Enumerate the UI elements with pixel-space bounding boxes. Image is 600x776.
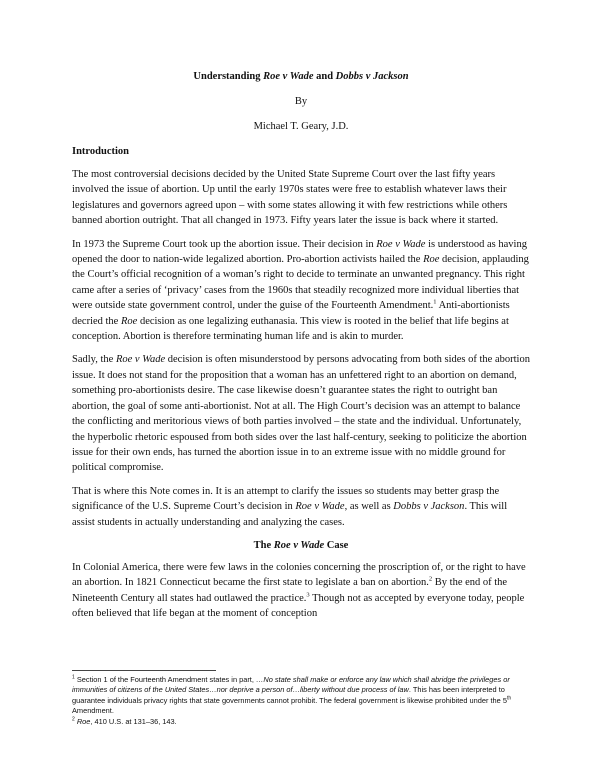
- title-case-dobbs: Dobbs v Jackson: [335, 71, 409, 82]
- title-text: Understanding: [193, 71, 264, 82]
- title-and: and: [313, 71, 336, 82]
- intro-paragraph-3: [72, 352, 530, 475]
- text-run: . This has been interpreted to guarantee individuals privacy rights that state governments cannot prohibit. The federal government is likewise prohibited under the 5: [72, 685, 507, 705]
- case-name: Roe v Wade: [295, 501, 345, 513]
- ordinal-suffix: th: [506, 695, 512, 702]
- text-run: In 1973 the Supreme Court took up the abortion issue. Their decision in: [72, 238, 377, 250]
- text-run: decision is often misunderstood by persons advocating from both sides of the abortion issue. It does not stand for the proposition that a woman has an unfettered right to an abortion on demand, something pro-abortionists desire. The case likewise doesn’t guarantee states the right to outright ban abortion, the goal of some anti-abortionist. Not at all. The High Court’s decision was an attempt to balance the conflicting and meritorious views of both parties involved – the state and the individual. Unfortunately, the hyperbolic rhetoric espoused from both sides over the last half-century, seeking to politicize the abortion issue for their own ends, has turned the abortion issue in to an extreme issue with no middle ground for political compromise.: [72, 354, 530, 474]
- footnote-quote: …No state shall make or enforce any law which shall abridge the privileges or immunities of citizens of the United States…nor deprive a person of…liberty without due process of law: [72, 675, 510, 695]
- heading-text: The: [253, 539, 274, 551]
- text-run: Amendment.: [72, 706, 114, 716]
- section-heading-introduction: Introduction: [72, 146, 129, 157]
- intro-paragraph-1: The most controversial decisions decided by the United State Supreme Court over the last fifty years involved the issue of abortion. Up until the early 1970s states were free to establish whatever laws their legislatures and governors agreed upon – with some states allowing it with few restrictions while others banned abortion outright. That all changed in 1973. Fifty years later the issue is back where it started.: [72, 169, 508, 227]
- case-name: Roe: [423, 254, 440, 266]
- intro-paragraph-4: [72, 484, 530, 530]
- footnote-ref-2: 2: [428, 575, 433, 583]
- text-run: By the end of the Nineteenth Century all states had outlawed the practice.: [72, 577, 508, 604]
- text-run: Sadly, the: [72, 354, 116, 366]
- text-run: Section 1 of the Fourteenth Amendment states in part,: [74, 675, 256, 684]
- case-name: Roe v Wade: [115, 354, 166, 366]
- footnote-separator: [72, 670, 216, 671]
- footnote-number: 1: [72, 674, 75, 681]
- footnotes: [72, 670, 530, 727]
- case-name: Roe: [76, 716, 91, 726]
- footnote-ref-3: 3: [306, 591, 310, 599]
- text-run: Though not as accepted by everyone today, people often believed that life began at the moment of conception: [72, 592, 525, 620]
- roe-paragraph-1: [72, 560, 530, 622]
- text-run: That is where this Note comes in. It is an attempt to clarify the issues so students may better grasp the significance of the U.S. Supreme Court’s decision in: [72, 485, 500, 513]
- footnote-2: [72, 717, 530, 727]
- text-run: , as well as: [344, 501, 394, 513]
- text-run: is understood as having opened the door to nation-wide legalized abortion. Pro-abortion activists hailed the: [72, 238, 527, 266]
- case-name: Dobbs v Jackson: [393, 501, 465, 513]
- footnote-1: [72, 675, 530, 717]
- text-run: Anti-abortionists decried the: [72, 300, 510, 327]
- text-run: , 410 U.S. at 131–36, 143.: [90, 716, 177, 726]
- section-heading-roe-v-wade: [72, 539, 530, 553]
- document-body: [72, 70, 530, 622]
- footnote-ref-1: 1: [433, 298, 437, 306]
- intro-paragraph-2: [72, 237, 530, 345]
- text-run: . This will assist students in actually understanding and analyzing the cases.: [72, 501, 508, 528]
- document-title: [72, 70, 530, 84]
- case-name: Roe v Wade: [376, 238, 426, 250]
- title-case-roe: Roe v Wade: [263, 71, 314, 82]
- author-name: Michael T. Geary, J.D.: [253, 121, 349, 132]
- heading-case-name: Roe v Wade: [273, 539, 325, 551]
- byline-by: By: [294, 96, 308, 107]
- text-run: decision, applauding the Court’s official recognition of a woman’s right to decide to terminate an unwanted pregnancy. This right came after a series of ‘privacy’ cases from the 1960s that steadily recognized more individual liberties that were outside state government control, under the guise of the Fourteenth Amendment.: [72, 254, 529, 312]
- heading-text: Case: [324, 539, 349, 551]
- text-run: decision as one legalizing euthanasia. This view is rooted in the belief that life begins at conception. Abortion is therefore terminating human life and is akin to murder.: [72, 315, 509, 343]
- footnote-number: 2: [72, 716, 75, 723]
- text-run: In Colonial America, there were few laws in the colonies concerning the proscription of, or the right to have an abortion. In 1821 Connecticut became the first state to legislate a ban on abortion.: [72, 561, 526, 589]
- case-name: Roe: [120, 315, 138, 327]
